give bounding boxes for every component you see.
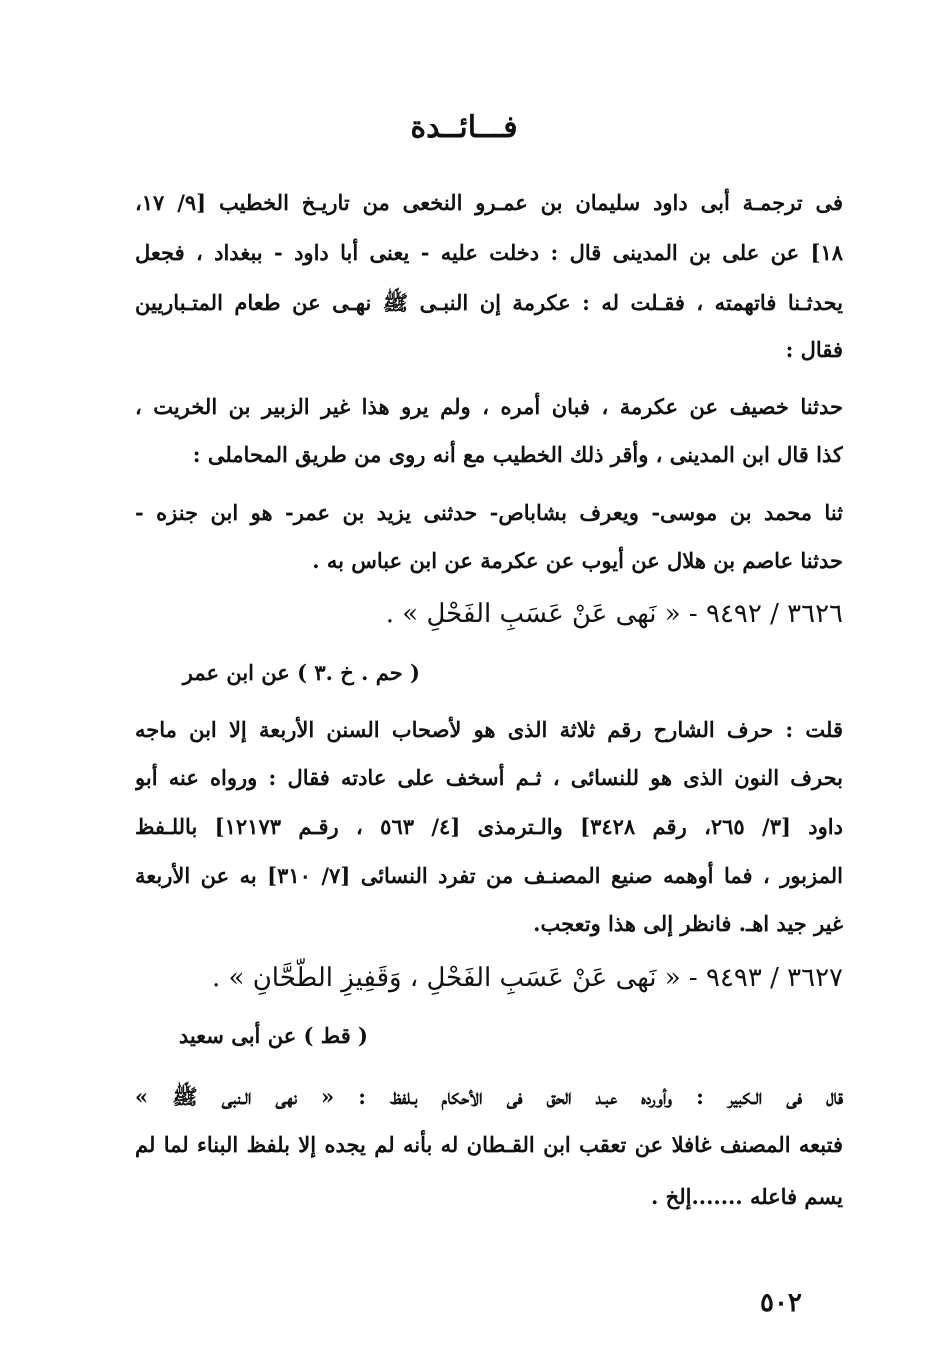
text-line: قلت : حرف الشارح رقم ثلاثة الذى هو لأصحاب السنن الأربعة إلا ابن ماجه bbox=[135, 717, 843, 742]
text-line: فى ترجمـة أبى داود سليمان بن عمـرو النخعى من تاريـخ الخطيب [٩/ ١٧، bbox=[135, 190, 843, 215]
text-line: داود [٣/ ٢٦٥، رقم ٣٤٢٨] والـترمذى [٤/ ٥٦٣ ، رقـم ١٢١٧٣] باللـفظ bbox=[135, 814, 843, 839]
hadith-source: ( قط ) عن أبى سعيد bbox=[178, 1023, 368, 1048]
page-title: فـــائــدة bbox=[410, 110, 518, 145]
text-line: حدثنا عاصم بن هلال عن أيوب عن عكرمة عن ابن عباس به . bbox=[312, 548, 843, 573]
text-line: غير جيد اهـ. فانظر إلى هذا وتعجب. bbox=[533, 911, 843, 936]
text-line: ثنا محمد بن موسى- ويعرف بشاباص- حدثنى يزيد بن عمر- هو ابن جنزه - bbox=[135, 500, 843, 525]
text-line: حدثنا خصيف عن عكرمة ، فبان أمره ، ولم يرو هذا غير الزبير بن الخريت ، bbox=[135, 394, 843, 419]
text-line: ١٨] عن على بن المدينى قال : دخلت عليه - يعنى أبا داود - ببغداد ، فجعل bbox=[135, 240, 843, 265]
text-line: كذا قال ابن المدينى ، وأقر ذلك الخطيب مع أنه روى من طريق المحاملى : bbox=[192, 442, 843, 467]
text-line: قال فى الـكبير : وأورده عبـد الحق فى الأحكام بـلفظ : « نهى الـنبى ﷺ » bbox=[135, 1084, 843, 1109]
hadith-source: ( حم . خ .٣ ) عن ابن عمر bbox=[182, 660, 420, 685]
text-line: فقال : bbox=[785, 337, 843, 362]
text-line: المزبور ، فما أوهمه صنيع المصنـف من تفرد النسائى [٧/ ٣١٠] به عن الأربعة bbox=[135, 863, 843, 888]
hadith-heading: ٣٦٢٦ / ٩٤٩٢ - « نَهى عَنْ عَسَبِ الفَحْلِ » . bbox=[385, 599, 843, 629]
text-line: فتبعه المصنف غافلا عن تعقب ابن القـطان له بأنه لم يجده إلا بلفظ البناء لما لم bbox=[135, 1132, 843, 1157]
page-number: ٥٠٢ bbox=[760, 1288, 802, 1318]
hadith-heading: ٣٦٢٧ / ٩٤٩٣ - « نَهى عَنْ عَسَبِ الفَحْلِ ، وَقَفِيزِ الطَّحَّانِ » . bbox=[212, 963, 843, 993]
text-line: يسم فاعله .......إلخ . bbox=[651, 1184, 843, 1209]
text-line: يحدثـنا فاتهمته ، فقـلت له : عكرمة إن النبـى ﷺ نهـى عن طعام المتـباريين bbox=[135, 290, 843, 315]
text-line: بحرف النون الذى هو للنسائى ، ثـم أسخف على عادته فقال : ورواه عنه أبو bbox=[135, 765, 843, 790]
